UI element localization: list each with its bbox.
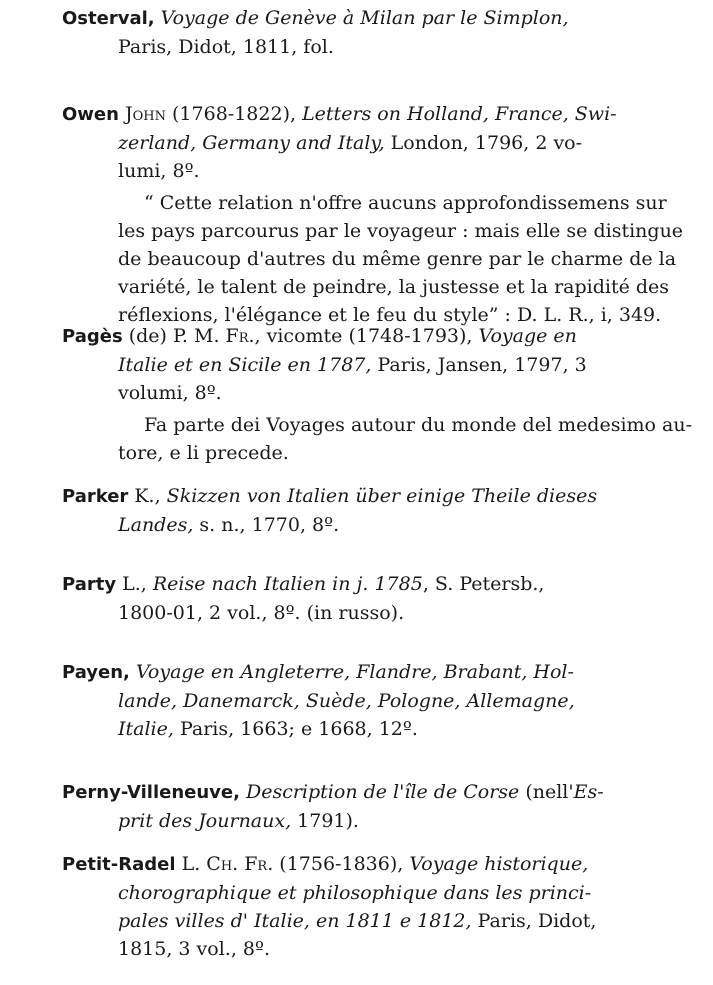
entry-continuation-line: [62, 511, 597, 539]
bibliography-entry: [62, 4, 569, 61]
italic-title-text: Landes,: [118, 514, 194, 536]
entry-text: Paris, Didot,: [471, 910, 597, 932]
entry-text: 1791).: [291, 810, 359, 832]
entry-continuation-line: [62, 935, 596, 963]
entry-text: (de) P. M.: [122, 325, 226, 347]
entry-text: , vicomte (1748-1793),: [254, 325, 479, 347]
entry-text: K.,: [128, 485, 167, 507]
note-line: “ Cette relation n'offre aucuns approfondissemens sur: [144, 192, 667, 214]
entry-first-line: [62, 4, 569, 33]
entry-continuation-line: [62, 687, 575, 715]
bibliography-entry: [62, 570, 544, 627]
entry-first-line: [62, 482, 597, 511]
entry-continuation-line: [62, 129, 683, 157]
entry-continuation-line: [62, 907, 596, 935]
bibliography-entry: [62, 322, 692, 467]
author-name: Perny-Villeneuve,: [62, 782, 240, 803]
author-name: Owen: [62, 104, 119, 125]
author-name: Pagès: [62, 326, 123, 347]
entry-text: (nell': [519, 781, 574, 803]
entry-text: Ch. Fr.: [206, 853, 274, 875]
entry-first-line: [62, 850, 596, 879]
entry-continuation-line: [62, 879, 596, 907]
italic-title-text: prit des Journaux,: [118, 810, 292, 832]
entry-continuation-line: [62, 599, 544, 627]
entry-note: [62, 189, 683, 329]
bibliography-entry: [62, 100, 683, 329]
bibliography-entry: [62, 778, 604, 835]
entry-first-line: [62, 570, 544, 599]
author-name: Petit-Radel: [62, 854, 176, 875]
entry-first-line: [62, 100, 683, 129]
entry-text: (1768-1822),: [165, 103, 303, 125]
entry-note: [62, 411, 692, 467]
entry-text: s. n., 1770, 8º.: [193, 514, 340, 536]
author-name: Party: [62, 574, 117, 595]
italic-title-text: Italie et en Sicile en 1787,: [118, 354, 372, 376]
entry-text: Paris, Jansen, 1797, 3: [371, 354, 587, 376]
entry-text: L.: [175, 853, 207, 875]
bibliography-entry: [62, 482, 597, 539]
entry-text: Paris, 1663; e 1668, 12º.: [173, 718, 418, 740]
italic-title-text: Es-: [573, 781, 604, 803]
entry-text: L.,: [116, 573, 153, 595]
author-name: Payen,: [62, 662, 130, 683]
author-name: Parker: [62, 486, 129, 507]
bibliography-entry: [62, 850, 596, 963]
entry-continuation-line: [62, 715, 575, 743]
entry-first-line: [62, 778, 604, 807]
author-name: Osterval,: [62, 8, 155, 29]
entry-first-line: [62, 658, 575, 687]
italic-title-text: Letters on Holland, France, Swi-: [302, 103, 617, 125]
italic-title-text: Voyage en Angleterre, Flandre, Brabant, Hol-: [135, 661, 574, 683]
italic-title-text: lande, Danemarck, Suède, Pologne, Allemagne,: [118, 690, 575, 712]
entry-first-line: [62, 322, 692, 351]
italic-title-text: pales villes d' Italie, en 1811 e 1812,: [118, 910, 472, 932]
note-line: réflexions, l'élégance et le feu du style” : D. L. R., i, 349.: [118, 304, 662, 326]
entry-continuation-line: [62, 33, 569, 61]
note-line: de beaucoup d'autres du même genre par le charme de la: [118, 248, 677, 270]
entry-text: Fr.: [225, 325, 255, 347]
entry-text: London, 1796, 2 vo-: [384, 132, 583, 154]
italic-title-text: Voyage en: [478, 325, 577, 347]
note-line: Fa parte dei Voyages autour du monde del medesimo au-: [144, 414, 693, 436]
bibliography-entry: [62, 658, 575, 743]
italic-title-text: Voyage historique,: [409, 853, 589, 875]
entry-text: , S. Petersb.,: [422, 573, 545, 595]
entry-continuation-line: [62, 351, 692, 379]
entry-text: John: [118, 103, 166, 125]
entry-text: Paris, Didot, 1811, fol.: [118, 36, 334, 58]
italic-title-text: Italie,: [118, 718, 174, 740]
entry-continuation-line: [62, 157, 683, 185]
italic-title-text: Description de l'île de Corse: [245, 781, 520, 803]
entry-text: (1756-1836),: [273, 853, 410, 875]
italic-title-text: chorographique et philosophique dans les princi-: [118, 882, 592, 904]
italic-title-text: Voyage de Genève à Milan par le Simplon,: [160, 7, 569, 29]
entry-text: volumi, 8º.: [118, 382, 222, 404]
entry-text: 1800-01, 2 vol., 8º. (in russo).: [118, 602, 405, 624]
entry-continuation-line: [62, 379, 692, 407]
note-line: les pays parcourus par le voyageur : mais elle se distingue: [118, 220, 684, 242]
note-line: tore, e li precede.: [118, 442, 289, 464]
note-line: variété, le talent de peindre, la justesse et la rapidité des: [118, 276, 670, 298]
italic-title-text: zerland, Germany and Italy,: [118, 132, 385, 154]
italic-title-text: Reise nach Italien in j. 1785: [152, 573, 423, 595]
entry-text: 1815, 3 vol., 8º.: [118, 938, 270, 960]
entry-text: lumi, 8º.: [118, 160, 200, 182]
italic-title-text: Skizzen von Italien über einige Theile dieses: [166, 485, 598, 507]
entry-continuation-line: [62, 807, 604, 835]
